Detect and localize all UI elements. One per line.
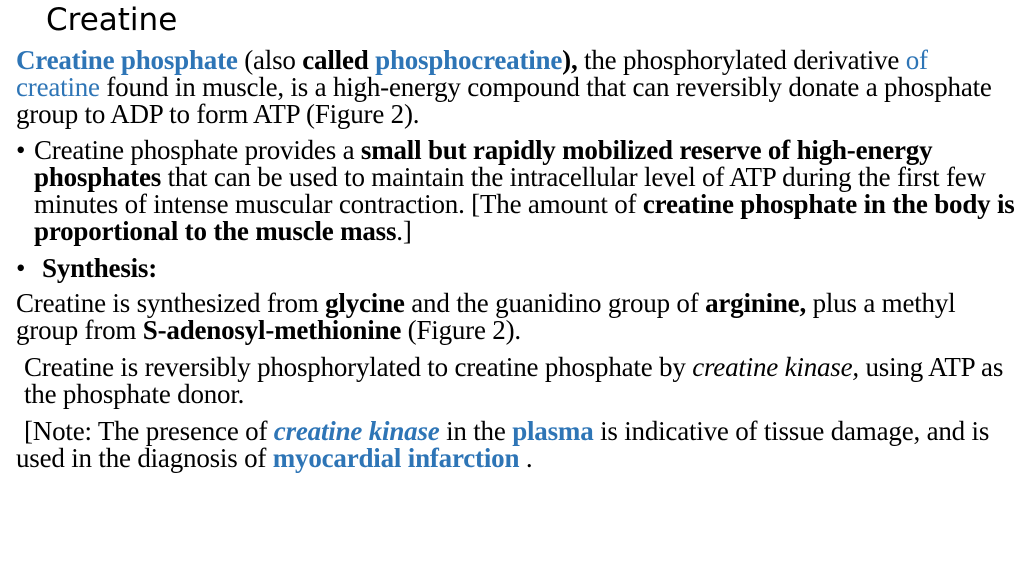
term-glycine: glycine: [325, 288, 405, 318]
text-span: Creatine is synthesized from: [16, 288, 326, 318]
text-span: found in muscle, is a high-energy compound that can reversibly donate a phosphate group to ADP to form ATP (Figure 2).: [16, 72, 992, 129]
text-span: .]: [396, 216, 412, 246]
bullet-synthesis: [16, 255, 1016, 282]
term-arginine: arginine,: [705, 288, 807, 318]
emphasis-proportional: creatine phosphate in the body is proportional to the muscle mass: [34, 189, 1015, 246]
emphasis-reserve: small but rapidly mobilized reserve of high-energy phosphates: [34, 135, 933, 192]
synthesis-heading: Synthesis:: [42, 253, 158, 283]
text-span: plus a methyl group from: [16, 288, 956, 345]
text-span: (Figure 2).: [401, 315, 521, 345]
slide-title: Creatine: [46, 2, 178, 38]
bullet-marker: •: [16, 253, 26, 283]
text-span: .: [519, 443, 533, 473]
text-span: is indicative of tissue damage, and is used in the diagnosis of: [16, 416, 990, 473]
text-span: ),: [562, 45, 578, 75]
term-phosphocreatine: phosphocreatine: [375, 45, 563, 75]
term-creatine-phosphate: Creatine phosphate: [16, 45, 238, 75]
text-span: Creatine phosphate provides a: [34, 135, 361, 165]
bullet-marker: •: [16, 135, 26, 165]
term-called: called: [302, 45, 369, 75]
text-span: Creatine is reversibly phosphorylated to creatine phosphate by: [24, 352, 693, 382]
synthesis-paragraph: [16, 290, 1016, 344]
intro-paragraph: [16, 47, 1016, 128]
text-span: [Note: The presence of: [24, 416, 274, 446]
text-span: and the guanidino group of: [404, 288, 706, 318]
term-of-creatine: of creatine: [16, 45, 928, 102]
slide-body: [16, 47, 1016, 472]
note-paragraph: [16, 418, 1016, 472]
text-span: using ATP as the phosphate donor.: [24, 352, 1004, 409]
phosphorylation-paragraph: [16, 354, 1016, 408]
text-span: that can be used to maintain the intracellular level of ATP during the first few minutes of intense muscular contraction. [The amount of: [34, 162, 986, 219]
term-plasma: plasma: [512, 416, 594, 446]
text-span: in the: [439, 416, 513, 446]
term-sam: S-adenosyl-methionine: [142, 315, 402, 345]
term-myocardial-infarction: myocardial infarction: [272, 443, 520, 473]
term-creatine-kinase: creatine kinase,: [692, 352, 859, 382]
text-span: (also: [237, 45, 303, 75]
bullet-reserve: [16, 137, 1016, 245]
term-creatine-kinase-note: creatine kinase: [273, 416, 440, 446]
text-span: the phosphorylated derivative: [577, 45, 906, 75]
